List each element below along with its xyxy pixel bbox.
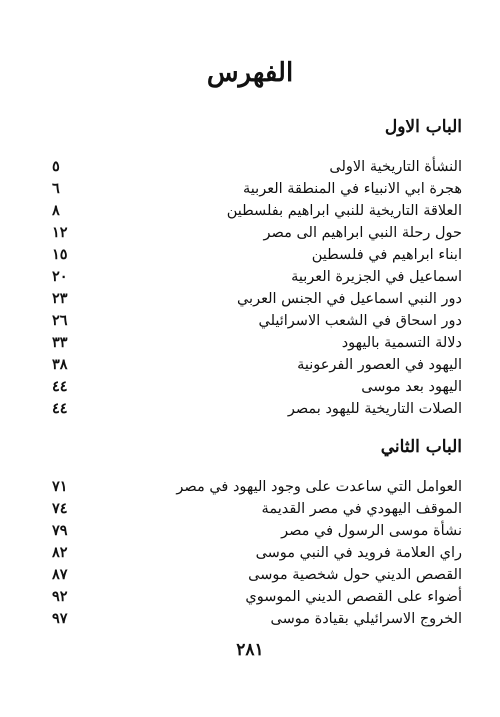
toc-entry-page: ٨٢ xyxy=(52,544,68,561)
toc-entry xyxy=(52,310,462,332)
toc-entry-page: ٤٤ xyxy=(52,378,68,395)
page-title: الفهرس xyxy=(206,58,294,88)
toc-entry xyxy=(52,354,462,376)
toc-entry xyxy=(52,476,462,498)
toc-entry-title: حول رحلة النبي ابراهيم الى مصر xyxy=(263,225,462,241)
toc-entry xyxy=(52,332,462,354)
toc-entry-page: ٩٢ xyxy=(52,588,68,605)
toc-entry xyxy=(52,288,462,310)
toc-entry xyxy=(52,608,462,630)
toc-entry-page: ٨ xyxy=(52,202,60,219)
page-number: ٢٨١ xyxy=(236,640,264,660)
toc-entry-title: الصلات التاريخية لليهود بمصر xyxy=(287,401,462,417)
toc-entry-title: العوامل التي ساعدت على وجود اليهود في مصر xyxy=(176,479,462,495)
section-heading-2: الباب الثاني xyxy=(380,437,462,457)
toc-entry-page: ٧٤ xyxy=(52,500,68,517)
toc-entry-title: راي العلامة فرويد في النبي موسى xyxy=(255,545,462,561)
toc-entry-title: ابناء ابراهيم في فلسطين xyxy=(311,247,462,263)
toc-entry xyxy=(52,498,462,520)
section-heading-1: الباب الاول xyxy=(384,117,462,137)
toc-entry-title: نشأة موسى الرسول في مصر xyxy=(281,523,462,539)
toc-entry xyxy=(52,564,462,586)
toc-entry-page: ١٢ xyxy=(52,224,68,241)
toc-entry-title: دلالة التسمية باليهود xyxy=(341,335,462,351)
toc-entry xyxy=(52,376,462,398)
toc-entry-page: ١٥ xyxy=(52,246,68,263)
toc-entry-page: ٥ xyxy=(52,158,60,175)
toc-entry-page: ٤٤ xyxy=(52,400,68,417)
toc-entry xyxy=(52,178,462,200)
toc-entry-page: ٧٩ xyxy=(52,522,68,539)
toc-entry-title: القصص الديني حول شخصية موسى xyxy=(248,567,462,583)
toc-entry xyxy=(52,520,462,542)
toc-entry-title: النشأة التاريخية الاولى xyxy=(329,159,462,175)
toc-entry-title: اسماعيل في الجزيرة العربية xyxy=(291,269,462,285)
toc-entry xyxy=(52,244,462,266)
toc-entry-page: ٦ xyxy=(52,180,60,197)
toc-entry-title: دور النبي اسماعيل في الجنس العربي xyxy=(236,291,462,307)
toc-entry-title: أضواء على القصص الديني الموسوي xyxy=(245,589,462,605)
toc-entry-title: هجرة ابي الانبياء في المنطقة العربية xyxy=(243,181,462,197)
toc-entry-page: ٣٨ xyxy=(52,356,68,373)
toc-entry xyxy=(52,266,462,288)
toc-entry xyxy=(52,222,462,244)
toc-entry-page: ٣٣ xyxy=(52,334,68,351)
toc-entry-title: العلاقة التاريخية للنبي ابراهيم بفلسطين xyxy=(226,203,462,219)
toc-entry xyxy=(52,200,462,222)
toc-entry xyxy=(52,542,462,564)
toc-entry xyxy=(52,586,462,608)
toc-entry-page: ٨٧ xyxy=(52,566,68,583)
toc-entry xyxy=(52,156,462,178)
toc-entry-title: الموقف اليهودي في مصر القديمة xyxy=(261,501,462,517)
toc-entry-page: ٧١ xyxy=(52,478,68,495)
toc-entry xyxy=(52,398,462,420)
toc-entry-title: الخروج الاسرائيلي بقيادة موسى xyxy=(270,611,462,627)
toc-entry-page: ٩٧ xyxy=(52,610,68,627)
toc-entry-page: ٢٠ xyxy=(52,268,68,285)
toc-entry-title: دور اسحاق في الشعب الاسرائيلي xyxy=(258,313,462,329)
toc-entry-title: اليهود بعد موسى xyxy=(361,379,462,395)
toc-entry-page: ٢٦ xyxy=(52,312,68,329)
toc-entry-page: ٢٣ xyxy=(52,290,68,307)
toc-entry-title: اليهود في العصور الفرعونية xyxy=(297,357,462,373)
